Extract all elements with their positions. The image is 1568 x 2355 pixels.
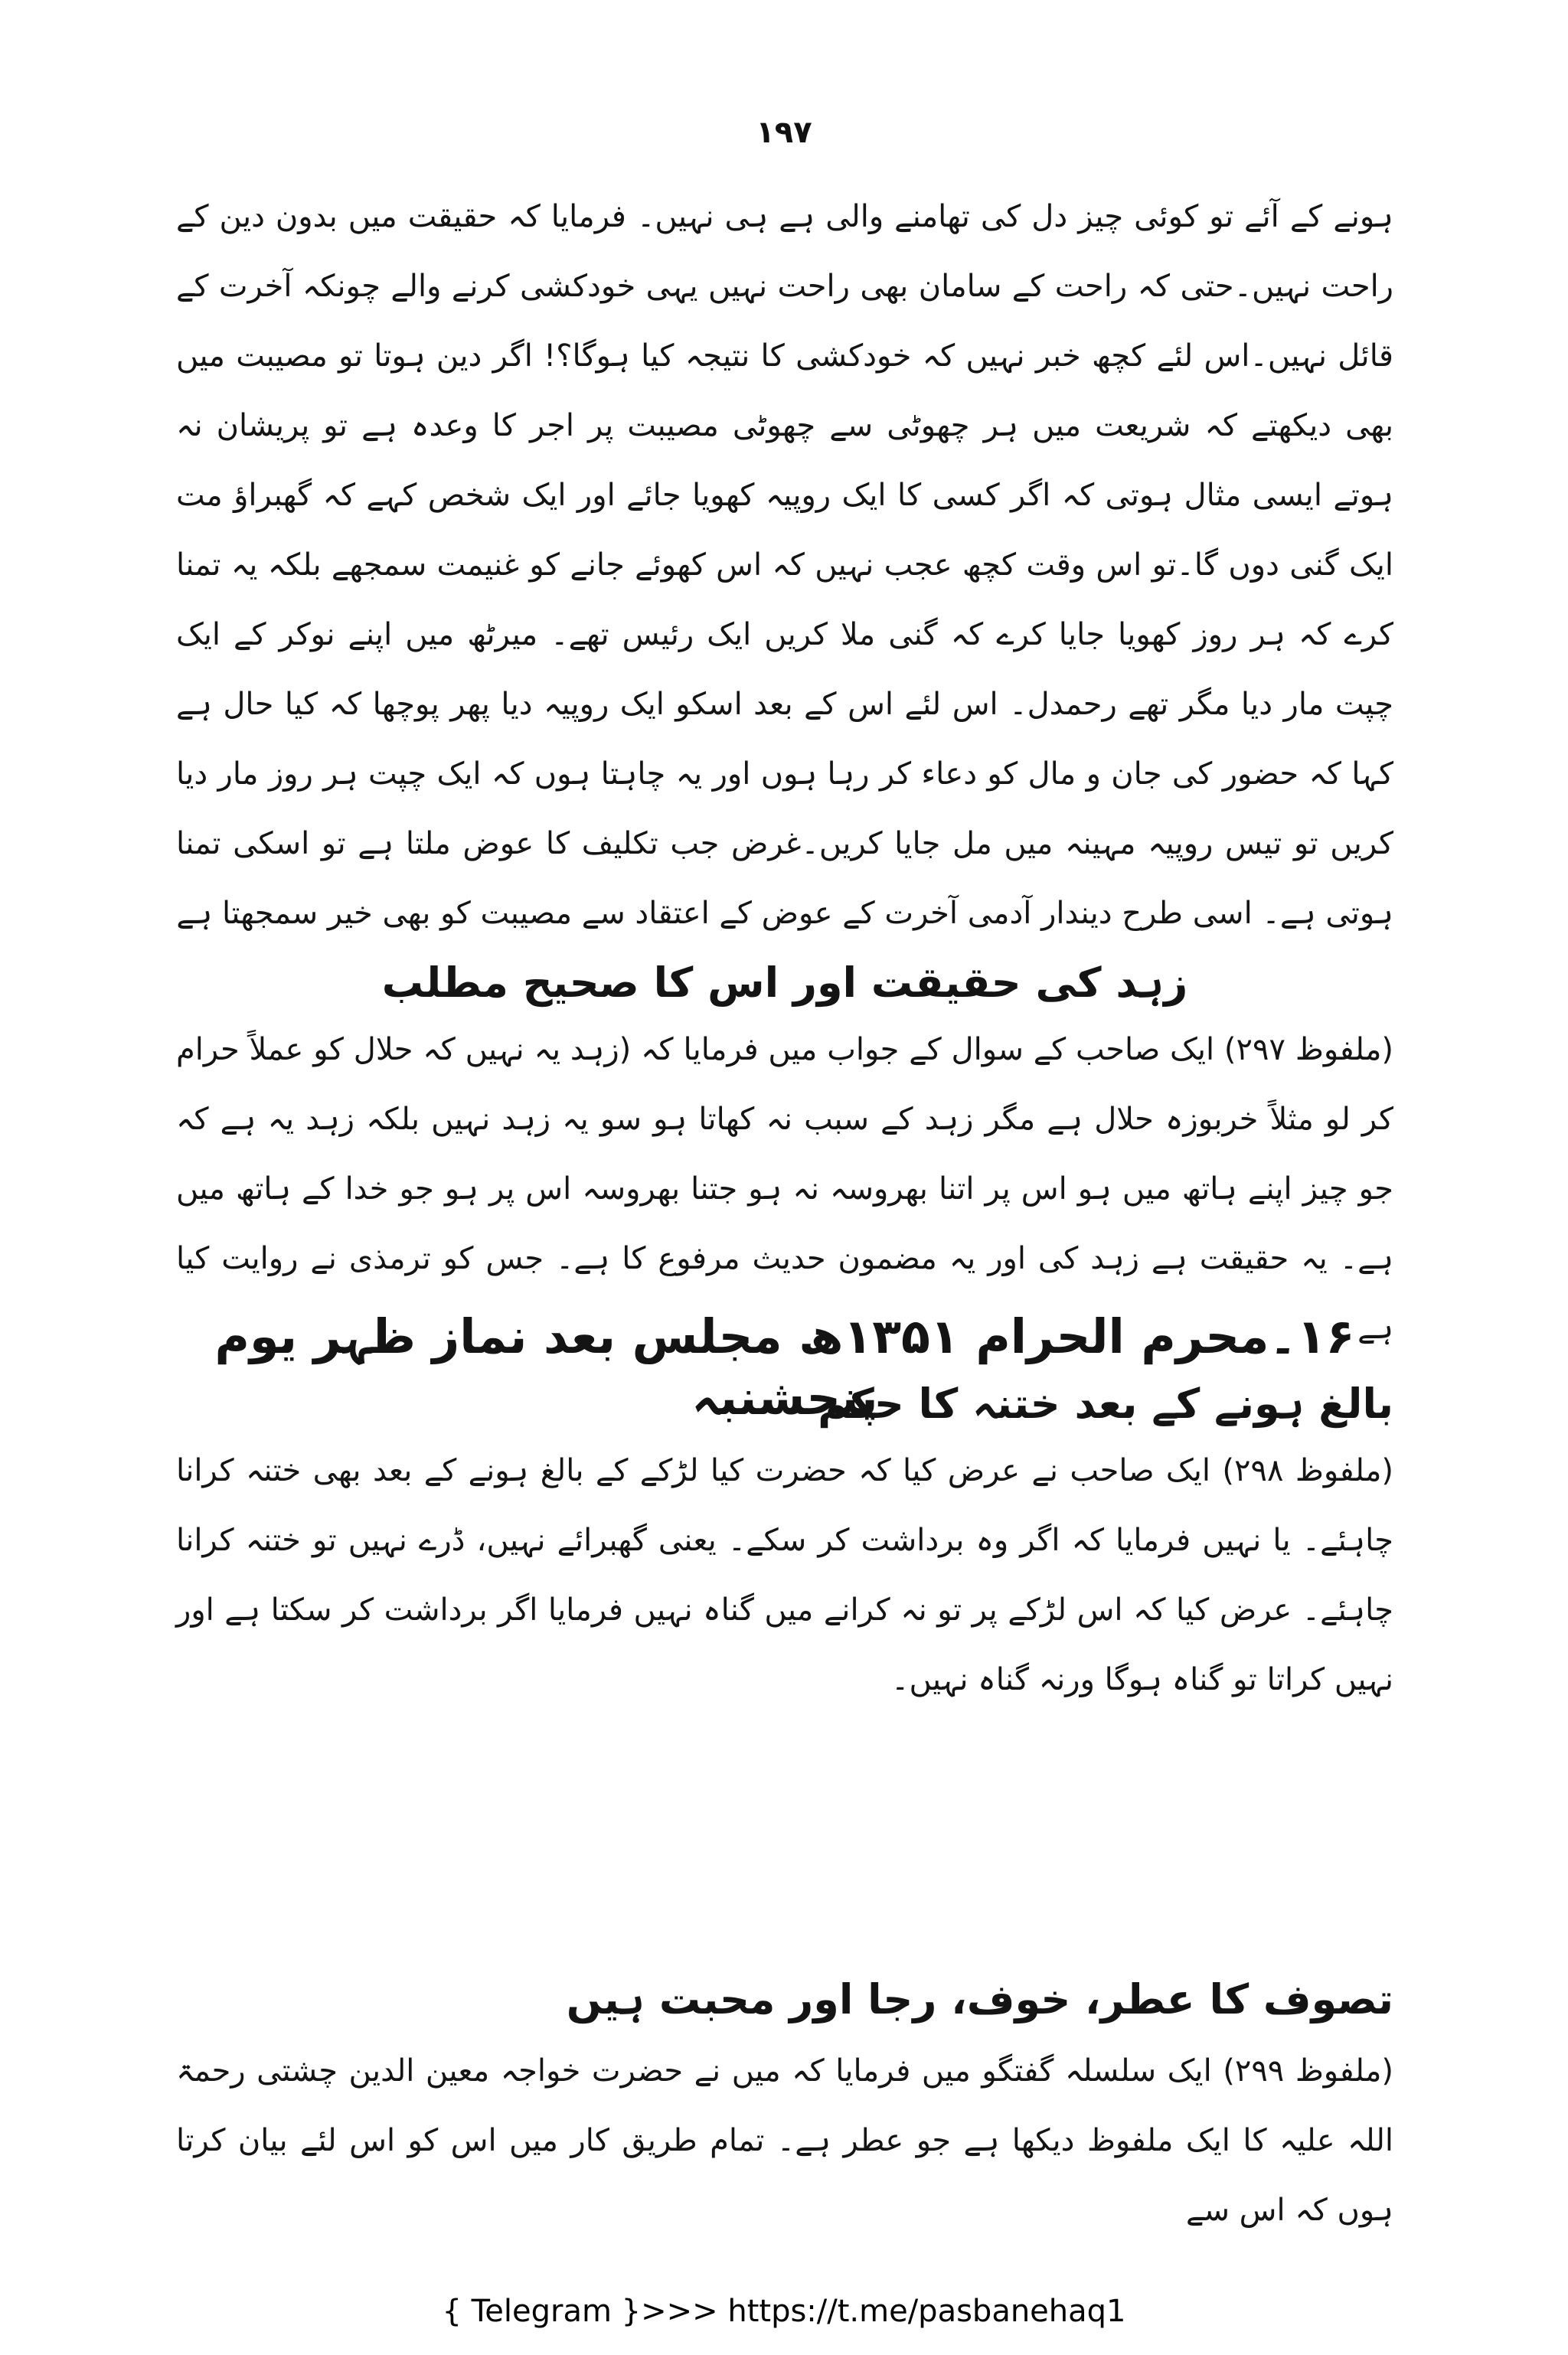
paragraph-block-4 <box>176 2037 1393 2246</box>
paragraph-text: (ملفوظ ۲۹۷) ایک صاحب کے سوال کے جواب میں فرمایا کہ (زہد یہ نہیں کہ حلال کو عملاً حرام کر لو مثلاً خربوزہ حلال ہے مگر زہد کے سبب نہ کھاتا ہو سو یہ زہد نہیں بلکہ زہد یہ ہے کہ جو چیز اپنے ہاتھ میں ہو اس پر اتنا بھروسہ نہ ہو جتنا بھروسہ اس پر ہو جو خدا کے ہاتھ میں ہے۔ یہ حقیقت ہے زہد کی اور یہ مضمون حدیث مرفوع کا ہے۔ جس کو ترمذی نے روایت کیا ہے <box>176 1032 1393 1346</box>
heading-text: بالغ ہونے کے بعد ختنہ کا حکم <box>818 1380 1393 1428</box>
paragraph-text: (ملفوظ ۲۹۸) ایک صاحب نے عرض کیا کہ حضرت کیا لڑکے کے بالغ ہونے کے بعد بھی ختنہ کرانا چاہئے۔ یا نہیں فرمایا کہ اگر وہ برداشت کر سکے۔ یعنی گھبرائے نہیں، ڈرے نہیں تو ختنہ کرانا چاہئے۔ عرض کیا کہ اس لڑکے پر تو نہ کرانے میں گناہ نہیں فرمایا اگر برداشت کر سکتا ہے اور نہیں کراتا تو گناہ ہوگا ورنہ گناہ نہیں۔ <box>176 1453 1393 1697</box>
page-number: ۱۹۷ <box>756 115 812 150</box>
heading-text: تصوف کا عطر، خوف، رجا اور محبت ہیں <box>566 1975 1393 2023</box>
section-heading-khatna <box>176 1373 1393 1435</box>
heading-text: ۱۶۔محرم الحرام ۱۳۵۱ھ مجلس بعد نماز ظہر یوم پنجشنبہ <box>214 1308 1355 1426</box>
section-heading-tasawwuf <box>176 1969 1393 2030</box>
paragraph-text: (ملفوظ ۲۹۹) ایک سلسلہ گفتگو میں فرمایا کہ میں نے حضرت خواجہ معین الدین چشتی رحمۃ اللہ علیہ کا ایک ملفوظ دیکھا ہے جو عطر ہے۔ تمام طریق کار میں اس کو اس لئے بیان کرتا ہوں کہ اس سے <box>176 2053 1393 2228</box>
paragraph-block-1 <box>176 182 1393 949</box>
telegram-footer-link[interactable]: { Telegram }>>> https://t.me/pasbanehaq1 <box>442 2294 1126 2329</box>
section-heading-zuhd <box>176 952 1393 1014</box>
paragraph-text: ہونے کے آئے تو کوئی چیز دل کی تھامنے والی ہے ہی نہیں۔ فرمایا کہ حقیقت میں بدون دین کے راحت نہیں۔حتی کہ راحت کے سامان بھی راحت نہیں یہی خودکشی کرنے والے چونکہ آخرت کے قائل نہیں۔اس لئے کچھ خبر نہیں کہ خودکشی کا نتیجہ کیا ہوگا؟! اگر دین ہوتا تو مصیبت میں بھی دیکھتے کہ شریعت میں ہر چھوٹی سے چھوٹی مصیبت پر اجر کا وعدہ ہے تو پریشان نہ ہوتے ایسی مثال ہوتی کہ اگر کسی کا ایک روپیہ کھویا جائے اور ایک شخص کہے کہ گھبراؤ مت ایک گنی دوں گا۔تو اس وقت کچھ عجب نہیں کہ اس کھوئے جانے کو غنیمت سمجھے بلکہ یہ تمنا کرے کہ ہر روز کھویا جایا کرے کہ گنی ملا کریں ایک رئیس تھے۔ میرٹھ میں اپنے نوکر کے ایک چپت مار دیا مگر تھے رحمدل۔ اس لئے اس کے بعد اسکو ایک روپیہ دیا پھر پوچھا کہ کیا حال ہے کہا کہ حضور کی جان و مال کو دعاء کر رہا ہوں اور یہ چاہتا ہوں کہ ایک چپت ہر روز مار دیا کریں تو تیس روپیہ مہینہ میں مل جایا کریں۔غرض جب تکلیف کا عوض ملتا ہے تو اسکی تمنا ہوتی ہے۔ اسی طرح دیندار آدمی آخرت کے عوض کے اعتقاد سے مصیبت کو بھی خیر سمجھتا ہے <box>176 199 1393 931</box>
heading-text: زہد کی حقیقت اور اس کا صحیح مطلب <box>381 959 1188 1007</box>
paragraph-block-3 <box>176 1436 1393 1715</box>
